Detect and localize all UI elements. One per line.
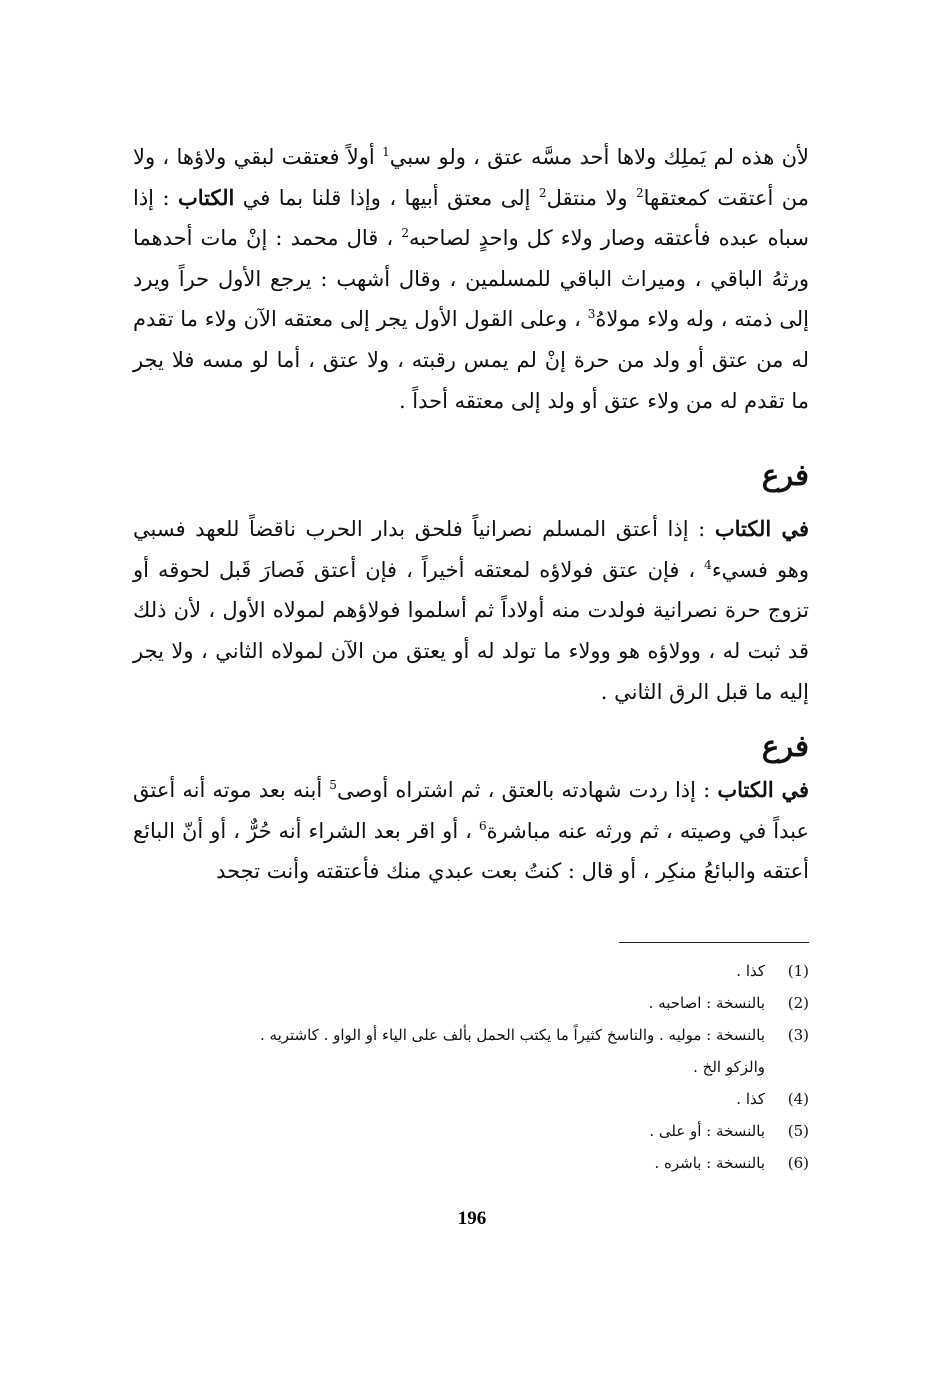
paragraph-1 — [133, 137, 809, 421]
footnote-item — [133, 955, 809, 987]
bold-term: الكتاب — [177, 184, 235, 210]
footnote-ref: 2 — [401, 226, 409, 241]
footnote-divider — [619, 942, 809, 943]
footnote-number: (3) — [787, 1026, 809, 1044]
footnote-ref: 2 — [538, 185, 547, 200]
text-run: ، فإن عتق فولاؤه لمعتقه أخيراً ، فإن أعتق فَصارَ قَبل لحوقه أو تزوج حرة نصرانية فولدت منه أولاداً ثم أسلموا فولاؤهم لمولاه الأول ، لأن ذلك قد ثبت له ، وولاؤه هو وولاء ما تولد له أو يعتق من الآن لمولاه الثاني ، ولا يجر إليه ما قبل الرق الثاني . — [133, 557, 809, 704]
footnote-text: بالنسخة : اصاحبه . — [648, 994, 765, 1012]
footnote-ref: 2 — [636, 185, 644, 200]
footnote-item — [133, 987, 809, 1019]
text-run: ، وعلى القول الأول يجر إلى معتقه الآن ولاء ما تقدم له من عتق أو ولد من حرة إنْ لم يمس رقبته ، ولا عتق ، أما لو مسه فلا يجر ما تقدم له من ولاء عتق أو ولد إلى معتقه أحداً . — [133, 307, 809, 413]
footnote-text: والزكو الخ . — [693, 1058, 765, 1076]
footnote-ref: 6 — [478, 818, 487, 833]
text-run: ، أو اقر بعد الشراء أنه حُرٌّ ، أو أنّ البائع أعتقه والبائعُ منكِر ، أو قال : كنتُ بعت عبدي منك فأعتقته وأنت تجحد — [133, 818, 809, 884]
footnote-text: كذا . — [736, 962, 765, 980]
text-run: ولا منتقل — [546, 185, 637, 210]
section-heading-2: فرع — [761, 729, 809, 764]
bold-term: في الكتاب — [717, 777, 809, 803]
footnote-number: (1) — [787, 962, 809, 980]
footnote-ref: 1 — [382, 145, 390, 159]
footnote-item — [133, 1147, 809, 1179]
footnote-text: كذا . — [736, 1090, 765, 1108]
footnote-item — [133, 1083, 809, 1115]
page-body — [133, 137, 810, 1172]
footnote-item — [133, 1115, 809, 1147]
text-run: لأن هذه لم يَملِك ولاها أحد مسَّه عتق ، ولو سبي — [389, 145, 810, 169]
text-run: : إذا ردت شهادته بالعتق ، ثم اشتراه أوصى — [336, 778, 718, 803]
footnote-number: (5) — [787, 1122, 809, 1140]
page-number: 196 — [457, 1208, 487, 1229]
footnote-number: (4) — [787, 1090, 809, 1108]
footnote-item — [133, 1019, 809, 1051]
footnote-ref: 5 — [329, 778, 337, 793]
footnote-number: (6) — [787, 1154, 809, 1172]
section-heading-1: فرع — [761, 458, 809, 493]
text-run: أبنه بعد موته أنه أعتق عبداً في وصيته ، ثم ورثه عنه مباشرة — [133, 778, 809, 843]
footnote-ref: 3 — [587, 307, 596, 322]
paragraph-3 — [133, 770, 809, 892]
footnotes — [133, 955, 809, 1179]
text-run: : إذا سباه عبده فأعتقه وصار ولاء كل واحدٍ لصاحبه — [133, 185, 809, 251]
footnote-text: بالنسخة : أو على . — [649, 1122, 765, 1140]
text-run: ، قال محمد : إنْ مات أحدهما ورثهُ الباقي ، وميراث الباقي للمسلمين ، وقال أشهب : يرجع الأول حراً ويرد إلى ذمته ، وله ولاء مولاهُ — [133, 226, 810, 332]
footnote-ref: 4 — [704, 557, 712, 572]
footnote-text: بالنسخة : باشره . — [654, 1154, 765, 1172]
paragraph-2 — [133, 509, 809, 712]
text-run: إلى معتق أبيها ، وإذا قلنا بما في — [234, 185, 539, 210]
text-run: : إذا أعتق المسلم نصرانياً فلحق بدار الحرب ناقضاً للعهد فسبي وهو فسيء — [133, 517, 810, 582]
text-run: أولاً فعتقت لبقي ولاؤها ، ولا من أعتقت كمعتقها — [133, 145, 810, 210]
bold-term: في الكتاب — [714, 516, 809, 542]
footnote-number — [765, 1051, 809, 1083]
footnote-text: بالنسخة : موليه . والناسخ كثيراً ما يكتب الحمل بألف على الياء أو الواو . كاشتريه . — [259, 1026, 765, 1044]
footnote-number: (2) — [787, 994, 809, 1012]
footnote-item — [133, 1051, 809, 1083]
